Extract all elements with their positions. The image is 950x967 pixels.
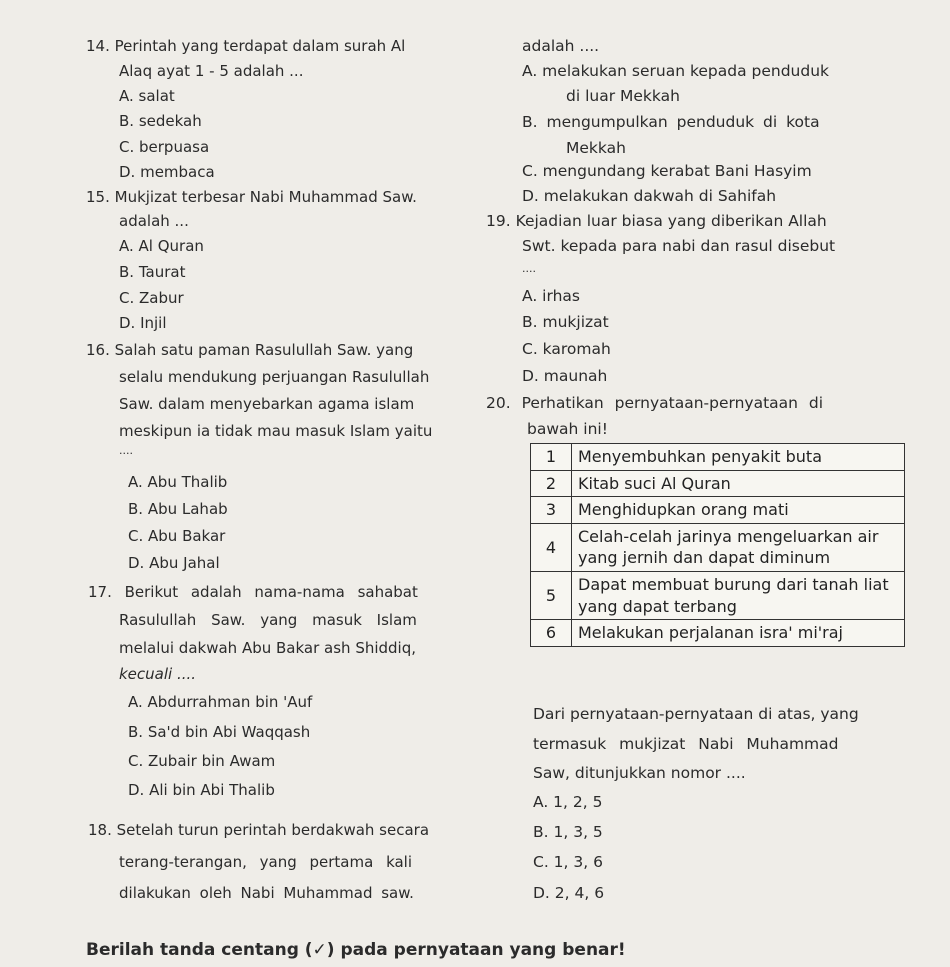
q17-line2: Rasulullah Saw. yang masuk Islam bbox=[119, 611, 417, 629]
q18-continued: adalah .... bbox=[522, 37, 600, 55]
q17-option-a: A. Abdurrahman bin 'Auf bbox=[128, 693, 313, 711]
q18-option-d: D. melakukan dakwah di Sahifah bbox=[522, 187, 777, 205]
q14-line1: 14. Perintah yang terdapat dalam surah Al bbox=[86, 37, 406, 55]
q20-option-b: B. 1, 3, 5 bbox=[533, 823, 603, 841]
q18-line2: terang-terangan, yang pertama kali bbox=[119, 853, 413, 871]
q16-line1: 16. Salah satu paman Rasulullah Saw. yang bbox=[86, 341, 414, 359]
q18-option-b-line1: B. mengumpulkan penduduk di kota bbox=[522, 113, 820, 131]
q18-option-c: C. mengundang kerabat Bani Hasyim bbox=[522, 162, 812, 180]
q15-option-c: C. Zabur bbox=[119, 289, 184, 307]
q18-option-a-line2: di luar Mekkah bbox=[566, 87, 680, 105]
statement-number: 6 bbox=[531, 620, 572, 647]
q20-option-a: A. 1, 2, 5 bbox=[533, 793, 603, 811]
statement-text: Dapat membuat burung dari tanah liat yang dapat terbang bbox=[572, 571, 905, 619]
q20-option-c: C. 1, 3, 6 bbox=[533, 853, 603, 871]
q17-option-c: C. Zubair bin Awam bbox=[128, 752, 276, 770]
q16-line3: Saw. dalam menyebarkan agama islam bbox=[119, 395, 415, 413]
q16-option-d: D. Abu Jahal bbox=[128, 554, 220, 572]
q20-line1: 20. Perhatikan pernyataan-pernyataan di bbox=[486, 394, 824, 412]
q19-option-d: D. maunah bbox=[522, 367, 608, 385]
q19-option-b: B. mukjizat bbox=[522, 313, 609, 331]
q19-option-a: A. irhas bbox=[522, 287, 580, 305]
q20-line2: bawah ini! bbox=[527, 420, 608, 438]
statements-table bbox=[530, 443, 905, 647]
q18-line3: dilakukan oleh Nabi Muhammad saw. bbox=[119, 884, 414, 902]
q18-option-a-line1: A. melakukan seruan kepada penduduk bbox=[522, 62, 830, 80]
q16-line2: selalu mendukung perjuangan Rasulullah bbox=[119, 368, 430, 386]
q14-option-d: D. membaca bbox=[119, 163, 215, 181]
statement-text: Menyembuhkan penyakit buta bbox=[572, 444, 905, 471]
statement-number: 2 bbox=[531, 470, 572, 497]
q16-line5: .... bbox=[119, 444, 133, 457]
q17-option-d: D. Ali bin Abi Thalib bbox=[128, 781, 275, 799]
statement-text: Kitab suci Al Quran bbox=[572, 470, 905, 497]
q16-option-c: C. Abu Bakar bbox=[128, 527, 226, 545]
statement-number: 5 bbox=[531, 571, 572, 619]
q18-option-b-line2: Mekkah bbox=[566, 139, 626, 157]
q14-option-a: A. salat bbox=[119, 87, 175, 105]
q15-option-d: D. Injil bbox=[119, 314, 167, 332]
q16-option-a: A. Abu Thalib bbox=[128, 473, 228, 491]
q16-option-b: B. Abu Lahab bbox=[128, 500, 228, 518]
q20-after-line1: Dari pernyataan-pernyataan di atas, yang bbox=[533, 705, 859, 723]
statement-text: Menghidupkan orang mati bbox=[572, 497, 905, 524]
statement-number: 3 bbox=[531, 497, 572, 524]
statement-number: 4 bbox=[531, 523, 572, 571]
table-row bbox=[531, 571, 905, 619]
q14-option-b: B. sedekah bbox=[119, 112, 202, 130]
q20-after-line2: termasuk mukjizat Nabi Muhammad bbox=[533, 735, 839, 753]
q17-line4: kecuali .... bbox=[119, 665, 197, 683]
q20-option-d: D. 2, 4, 6 bbox=[533, 884, 605, 902]
q20-after-line3: Saw, ditunjukkan nomor .... bbox=[533, 764, 746, 782]
footer-instruction: Berilah tanda centang (✓) pada pernyataan yang benar! bbox=[86, 940, 626, 960]
q17-line1: 17. Berikut adalah nama-nama sahabat bbox=[88, 583, 418, 601]
q19-line3: .... bbox=[522, 262, 536, 275]
q15-line2: adalah ... bbox=[119, 212, 189, 230]
q14-line2: Alaq ayat 1 - 5 adalah ... bbox=[119, 62, 304, 80]
q17-option-b: B. Sa'd bin Abi Waqqash bbox=[128, 723, 311, 741]
q15-option-b: B. Taurat bbox=[119, 263, 186, 281]
q15-option-a: A. Al Quran bbox=[119, 237, 204, 255]
q19-line1: 19. Kejadian luar biasa yang diberikan Allah bbox=[486, 212, 827, 230]
q14-option-c: C. berpuasa bbox=[119, 138, 210, 156]
statement-text: Melakukan perjalanan isra' mi'raj bbox=[572, 620, 905, 647]
statement-number: 1 bbox=[531, 444, 572, 471]
table-row bbox=[531, 620, 905, 647]
statement-text: Celah-celah jarinya mengeluarkan air yang jernih dan dapat diminum bbox=[572, 523, 905, 571]
q17-line3: melalui dakwah Abu Bakar ash Shiddiq, bbox=[119, 639, 417, 657]
q18-line1: 18. Setelah turun perintah berdakwah secara bbox=[88, 821, 430, 839]
q19-line2: Swt. kepada para nabi dan rasul disebut bbox=[522, 237, 836, 255]
q19-option-c: C. karomah bbox=[522, 340, 611, 358]
table-row bbox=[531, 523, 905, 571]
q16-line4: meskipun ia tidak mau masuk Islam yaitu bbox=[119, 422, 433, 440]
q15-line1: 15. Mukjizat terbesar Nabi Muhammad Saw. bbox=[86, 188, 417, 206]
table-row bbox=[531, 497, 905, 524]
table-row bbox=[531, 470, 905, 497]
table-row bbox=[531, 444, 905, 471]
